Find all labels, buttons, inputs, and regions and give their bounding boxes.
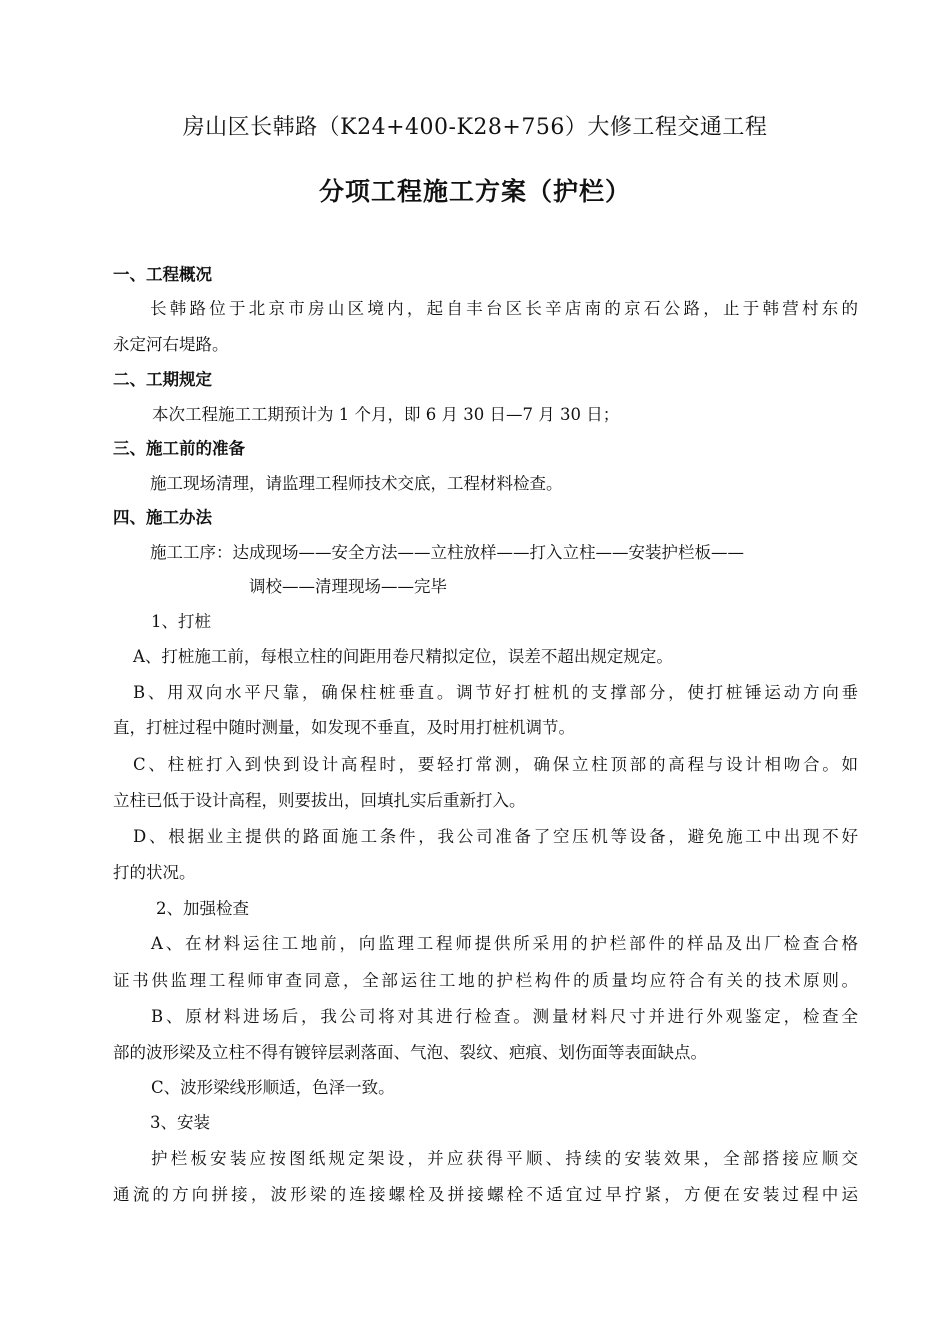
paragraph-line: 施工现场清理，请监理工程师技术交底，工程材料检查。 (150, 474, 563, 493)
paragraph-line: 本次工程施工工期预计为 1 个月，即 6 月 30 日—7 月 30 日； (152, 405, 620, 424)
document-subtitle: 分项工程施工方案（护栏） (318, 177, 631, 206)
paragraph-line: 永定河右堤路。 (113, 335, 229, 354)
paragraph-line: C、柱桩打入到快到设计高程时，要轻打常测，确保立柱顶部的高程与设计相吻合。如 (133, 755, 858, 774)
section-heading-method: 四、施工办法 (113, 508, 212, 527)
section-heading-preparation: 三、施工前的准备 (113, 439, 245, 458)
sub-heading-installation: 3、安装 (150, 1113, 210, 1132)
paragraph-line: 证书供监理工程师审查同意，全部运往工地的护栏构件的质量均应符合有关的技术原则。 (113, 971, 858, 990)
sub-heading-piling: 1、打桩 (151, 612, 211, 631)
paragraph-line: 部的波形梁及立柱不得有镀锌层剥落面、气泡、裂纹、疤痕、划伤面等表面缺点。 (113, 1043, 707, 1062)
paragraph-line: 施工工序：达成现场——安全方法——立柱放样——打入立柱——安装护栏板—— (150, 543, 744, 562)
document-title: 房山区长韩路（K24+400-K28+756）大修工程交通工程 (182, 115, 768, 140)
section-heading-schedule: 二、工期规定 (113, 370, 212, 389)
paragraph-line: 立柱已低于设计高程，则要拔出，回填扎实后重新打入。 (113, 791, 526, 810)
paragraph-line: B、用双向水平尺靠，确保柱桩垂直。调节好打桩机的支撑部分，使打桩锤运动方向垂 (133, 683, 858, 702)
paragraph-line: 护栏板安装应按图纸规定架设，并应获得平顺、持续的安装效果，全部搭接应顺交 (151, 1149, 858, 1168)
sub-heading-inspection: 2、加强检查 (156, 899, 249, 918)
paragraph-line: 调校——清理现场——完毕 (249, 577, 447, 596)
paragraph-line: 长韩路位于北京市房山区境内，起自丰台区长辛店南的京石公路，止于韩营村东的 (150, 299, 858, 318)
paragraph-line: 通流的方向拼接，波形梁的连接螺栓及拼接螺栓不适宜过早拧紧，方便在安装过程中运 (113, 1185, 858, 1204)
paragraph-line: 打的状况。 (113, 863, 196, 882)
paragraph-line: 直，打桩过程中随时测量，如发现不垂直，及时用打桩机调节。 (113, 718, 575, 737)
paragraph-line: A、打桩施工前，每根立柱的间距用卷尺精拟定位，误差不超出规定规定。 (133, 647, 673, 666)
paragraph-line: A、在材料运往工地前，向监理工程师提供所采用的护栏部件的样品及出厂检查合格 (151, 934, 858, 953)
section-heading-overview: 一、工程概况 (113, 265, 212, 284)
paragraph-line: D、根据业主提供的路面施工条件，我公司准备了空压机等设备，避免施工中出现不好 (133, 827, 858, 846)
paragraph-line: C、波形梁线形顺适，色泽一致。 (151, 1078, 395, 1097)
paragraph-line: B、原材料进场后，我公司将对其进行检查。测量材料尺寸并进行外观鉴定，检查全 (151, 1007, 858, 1026)
